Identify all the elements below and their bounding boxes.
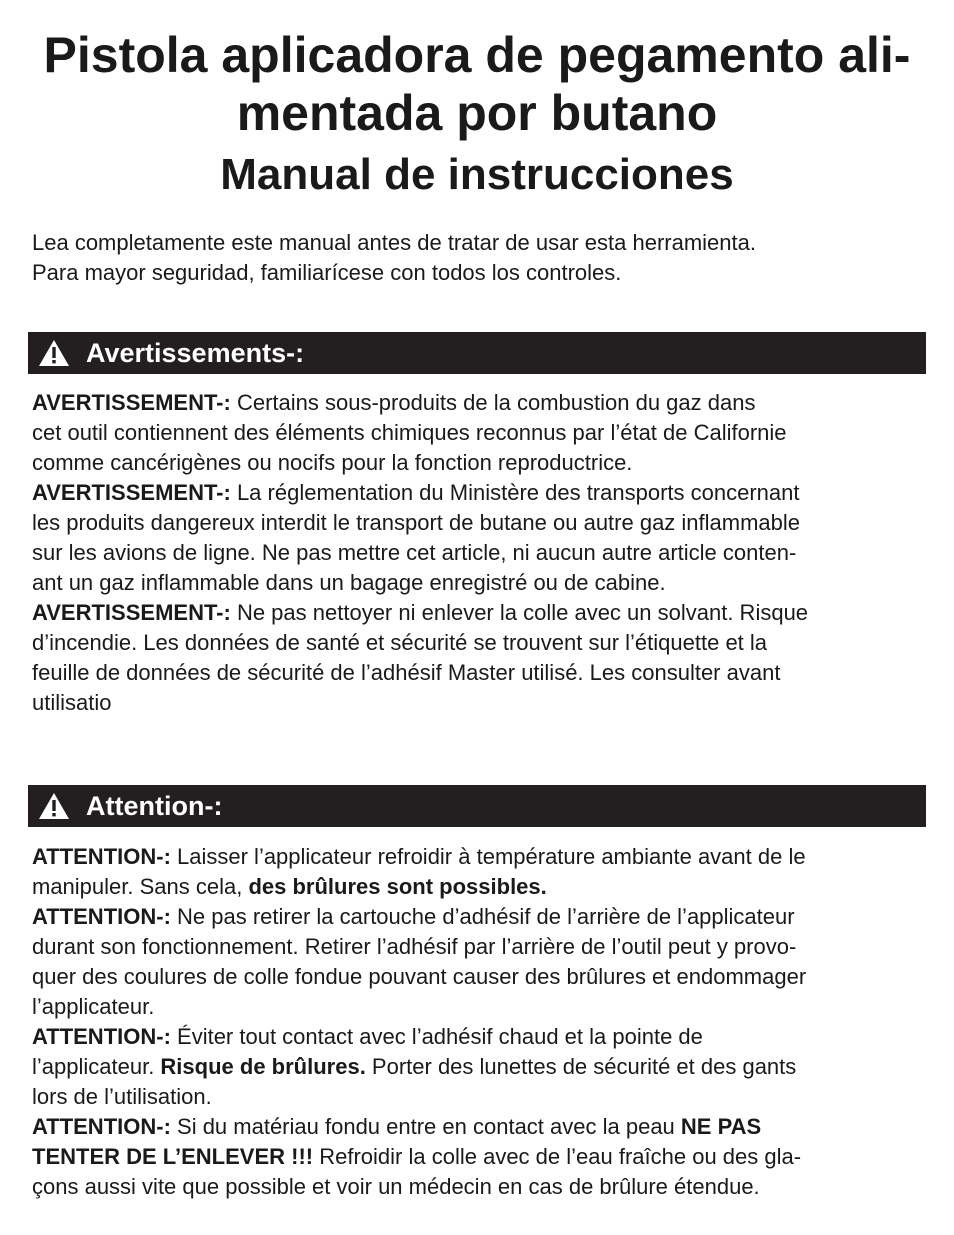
attention-text: quer des coulures de colle fondue pouvant causer des brûlures et endommager: [32, 964, 807, 989]
warning-label: AVERTISSEMENT-:: [32, 600, 231, 625]
attention-emphasis: des brûlures sont possibles.: [248, 874, 547, 899]
attention-line: [32, 1022, 922, 1052]
attention-text: Laisser l’applicateur refroidir à température ambiante avant de le: [170, 844, 806, 869]
warning-line: [32, 658, 922, 688]
attention-text: çons aussi vite que possible et voir un médecin en cas de brûlure étendue.: [32, 1174, 760, 1199]
attention-label: ATTENTION-:: [32, 904, 171, 929]
attention-line: [32, 1052, 922, 1082]
warning-text: Ne pas nettoyer ni enlever la colle avec un solvant. Risque: [230, 600, 809, 625]
warning-text: d’incendie. Les données de santé et sécurité se trouvent sur l’étiquette et la: [32, 630, 768, 655]
warning-line: [32, 448, 922, 478]
warning-line: [32, 628, 922, 658]
warning-line: [32, 508, 922, 538]
title-line-2: mentada por butano: [236, 85, 718, 141]
warning-text: Certains sous-produits de la combustion du gaz dans: [230, 390, 756, 415]
warning-line: [32, 538, 922, 568]
warning-text: cet outil contiennent des éléments chimiques reconnus par l’état de Californie: [32, 420, 787, 445]
warning-line: [32, 418, 922, 448]
attention-line: [32, 1082, 922, 1112]
attention-text: Si du matériau fondu entre en contact avec la peau: [170, 1114, 681, 1139]
warning-text: ant un gaz inflammable dans un bagage enregistré ou de cabine.: [32, 570, 666, 595]
attention-text: Éviter tout contact avec l’adhésif chaud et la pointe de: [170, 1024, 703, 1049]
attention-text: lors de l’utilisation.: [32, 1084, 212, 1109]
warning-line: [32, 478, 922, 508]
warning-line: [32, 598, 922, 628]
attention-text: Porter des lunettes de sécurité et des gants: [365, 1054, 797, 1079]
attention-label: ATTENTION-:: [32, 844, 171, 869]
warning-triangle-icon: [38, 791, 70, 821]
warnings-body: [32, 388, 922, 718]
attention-line: [32, 962, 922, 992]
attention-text: manipuler. Sans cela,: [32, 874, 249, 899]
warning-text: les produits dangereux interdit le transport de butane ou autre gaz inflammable: [32, 510, 801, 535]
page-title: [0, 26, 954, 142]
attention-text: l’applicateur.: [32, 994, 155, 1019]
warning-text: La réglementation du Ministère des transports concernant: [230, 480, 800, 505]
warning-text: feuille de données de sécurité de l’adhésif Master utilisé. Les consulter avant: [32, 660, 781, 685]
attention-line: [32, 842, 922, 872]
warning-triangle-icon: [38, 338, 70, 368]
attention-text: l’applicateur.: [32, 1054, 161, 1079]
attention-text: durant son fonctionnement. Retirer l’adhésif par l’arrière de l’outil peut y provo-: [32, 934, 797, 959]
warning-line: [32, 568, 922, 598]
attention-body: [32, 842, 922, 1202]
warning-label: AVERTISSEMENT-:: [32, 480, 231, 505]
warning-text: sur les avions de ligne. Ne pas mettre cet article, ni aucun autre article conten-: [32, 540, 797, 565]
warnings-header-bar: [28, 332, 926, 374]
attention-line: [32, 902, 922, 932]
attention-label: ATTENTION-:: [32, 1024, 171, 1049]
attention-line: [32, 1142, 922, 1172]
attention-text: Ne pas retirer la cartouche d’adhésif de l’arrière de l’applicateur: [170, 904, 795, 929]
warning-line: [32, 388, 922, 418]
attention-text: Refroidir la colle avec de l’eau fraîche ou des gla-: [313, 1144, 802, 1169]
attention-heading: Attention-:: [86, 790, 223, 821]
attention-emphasis: NE PAS: [680, 1114, 762, 1139]
page-subtitle: Manual de instrucciones: [220, 150, 734, 199]
warning-label: AVERTISSEMENT-:: [32, 390, 231, 415]
attention-line: [32, 992, 922, 1022]
warning-text: comme cancérigènes ou nocifs pour la fonction reproductrice.: [32, 450, 633, 475]
attention-label: ATTENTION-:: [32, 1114, 171, 1139]
attention-line: [32, 872, 922, 902]
warning-text: utilisatio: [32, 690, 112, 715]
attention-label: TENTER DE L’ENLEVER !!!: [32, 1144, 314, 1169]
intro-line: Lea completamente este manual antes de tratar de usar esta herramienta.: [32, 230, 756, 255]
title-line-1: Pistola aplicadora de pegamento ali-: [43, 27, 911, 83]
attention-header-bar: [28, 785, 926, 827]
intro-line: Para mayor seguridad, familiarícese con todos los controles.: [32, 260, 622, 285]
attention-emphasis: Risque de brûlures.: [160, 1054, 366, 1079]
warning-line: [32, 688, 922, 718]
attention-line: [32, 932, 922, 962]
intro-text: [32, 228, 922, 288]
attention-line: [32, 1112, 922, 1142]
warnings-heading: Avertissements-:: [86, 337, 305, 368]
attention-line: [32, 1172, 922, 1202]
